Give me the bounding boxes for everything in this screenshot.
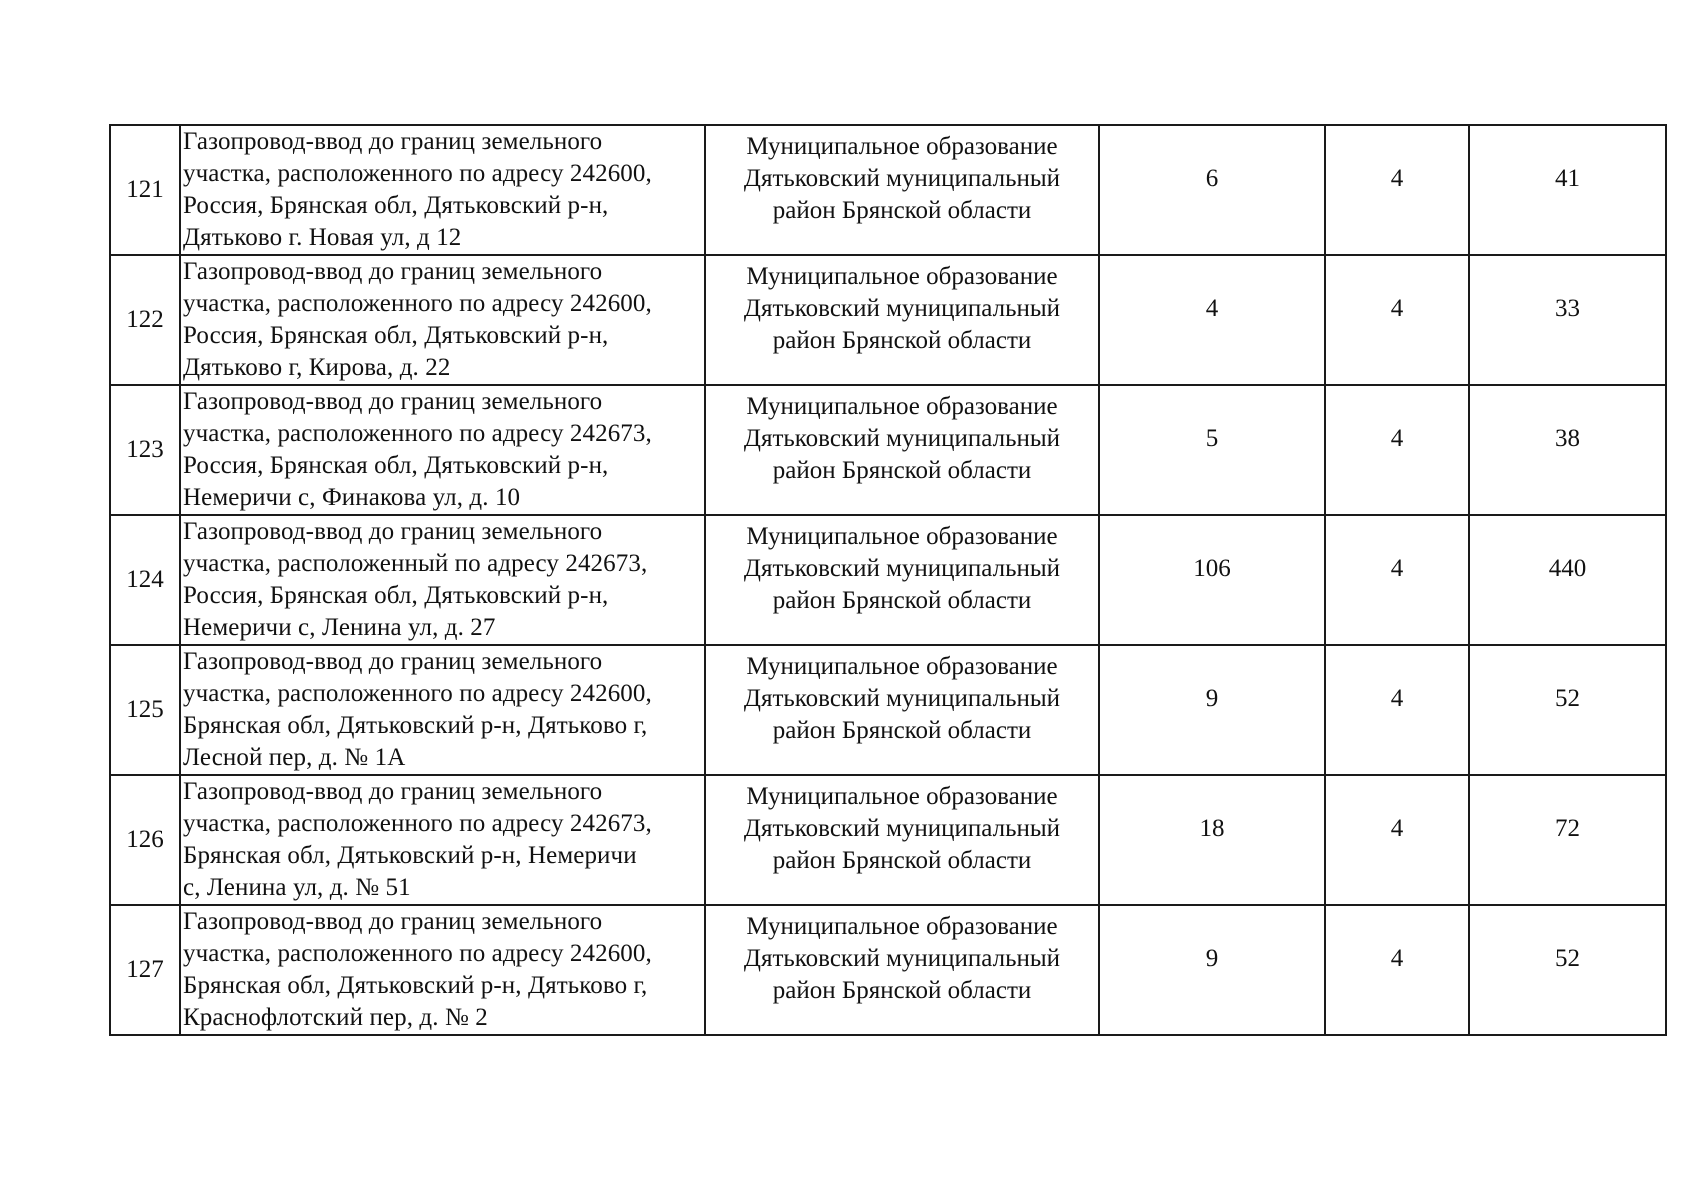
value-2-cell bbox=[1325, 385, 1469, 515]
value-1: 4 bbox=[1205, 295, 1219, 322]
registry-table bbox=[109, 124, 1667, 1036]
row-number: 124 bbox=[126, 566, 164, 593]
table-row bbox=[110, 775, 1666, 905]
value-3: 33 bbox=[1555, 295, 1580, 322]
table-row bbox=[110, 255, 1666, 385]
value-1: 18 bbox=[1199, 815, 1225, 842]
value-2-cell bbox=[1325, 125, 1469, 255]
row-number-cell bbox=[110, 255, 180, 385]
value-1-cell bbox=[1099, 125, 1325, 255]
row-number: 126 bbox=[126, 826, 164, 853]
owner-cell bbox=[705, 645, 1099, 775]
owner-cell bbox=[705, 905, 1099, 1035]
value-1: 9 bbox=[1205, 685, 1219, 712]
object-description: Газопровод-ввод до границ земельного участка, расположенного по адресу 242600, Россия, Брянская обл, Дятьковский р-н, Дятьково г. Новая ул, д 12 bbox=[183, 128, 652, 251]
value-3-cell bbox=[1469, 775, 1666, 905]
table-row bbox=[110, 125, 1666, 255]
value-3: 52 bbox=[1555, 685, 1580, 712]
value-2-cell bbox=[1325, 645, 1469, 775]
owner-cell bbox=[705, 255, 1099, 385]
row-number: 127 bbox=[126, 956, 164, 983]
value-1: 5 bbox=[1205, 425, 1219, 452]
value-2: 4 bbox=[1390, 945, 1404, 972]
value-1-cell bbox=[1099, 385, 1325, 515]
description-cell bbox=[180, 385, 705, 515]
value-3: 440 bbox=[1548, 555, 1587, 582]
owner-cell bbox=[705, 125, 1099, 255]
table-row bbox=[110, 385, 1666, 515]
description-cell bbox=[180, 645, 705, 775]
value-1: 9 bbox=[1205, 945, 1219, 972]
row-number: 122 bbox=[126, 306, 164, 333]
row-number-cell bbox=[110, 385, 180, 515]
owner-cell bbox=[705, 775, 1099, 905]
value-3-cell bbox=[1469, 385, 1666, 515]
value-1: 6 bbox=[1205, 165, 1219, 192]
object-description: Газопровод-ввод до границ земельного участка, расположенного по адресу 242673, Россия, Брянская обл, Дятьковский р-н, Немеричи с, Финакова ул, д. 10 bbox=[183, 388, 652, 511]
value-2: 4 bbox=[1390, 685, 1404, 712]
value-2: 4 bbox=[1390, 295, 1404, 322]
value-2-cell bbox=[1325, 255, 1469, 385]
table-row bbox=[110, 905, 1666, 1035]
object-description: Газопровод-ввод до границ земельного участка, расположенного по адресу 242673, Брянская обл, Дятьковский р-н, Немеричи с, Ленина ул, д. № 51 bbox=[183, 778, 652, 901]
value-3: 72 bbox=[1555, 815, 1580, 842]
row-number-cell bbox=[110, 125, 180, 255]
row-number: 121 bbox=[126, 176, 164, 203]
owner-name: Муниципальное образование Дятьковский муниципальный район Брянской области bbox=[743, 653, 1061, 744]
object-description: Газопровод-ввод до границ земельного участка, расположенный по адресу 242673, Россия, Брянская обл, Дятьковский р-н, Немеричи с, Ленина ул, д. 27 bbox=[183, 518, 648, 641]
description-cell bbox=[180, 775, 705, 905]
object-description: Газопровод-ввод до границ земельного участка, расположенного по адресу 242600, Брянская обл, Дятьковский р-н, Дятьково г, Краснофлотский пер, д. № 2 bbox=[183, 908, 652, 1031]
value-3-cell bbox=[1469, 645, 1666, 775]
value-3: 52 bbox=[1555, 945, 1580, 972]
owner-name: Муниципальное образование Дятьковский муниципальный район Брянской области bbox=[743, 133, 1061, 224]
value-2-cell bbox=[1325, 905, 1469, 1035]
object-description: Газопровод-ввод до границ земельного участка, расположенного по адресу 242600, Россия, Брянская обл, Дятьковский р-н, Дятьково г, Кирова, д. 22 bbox=[183, 258, 652, 381]
value-2: 4 bbox=[1390, 555, 1404, 582]
description-cell bbox=[180, 905, 705, 1035]
value-1: 106 bbox=[1193, 555, 1231, 582]
value-2-cell bbox=[1325, 515, 1469, 645]
owner-name: Муниципальное образование Дятьковский муниципальный район Брянской области bbox=[743, 783, 1061, 874]
table-row bbox=[110, 515, 1666, 645]
owner-name: Муниципальное образование Дятьковский муниципальный район Брянской области bbox=[743, 913, 1061, 1004]
value-3-cell bbox=[1469, 905, 1666, 1035]
owner-name: Муниципальное образование Дятьковский муниципальный район Брянской области bbox=[743, 263, 1061, 354]
value-3: 38 bbox=[1555, 425, 1580, 452]
description-cell bbox=[180, 125, 705, 255]
value-1-cell bbox=[1099, 515, 1325, 645]
row-number-cell bbox=[110, 905, 180, 1035]
table-row bbox=[110, 645, 1666, 775]
value-3-cell bbox=[1469, 515, 1666, 645]
description-cell bbox=[180, 515, 705, 645]
row-number: 123 bbox=[126, 436, 164, 463]
value-1-cell bbox=[1099, 255, 1325, 385]
owner-name: Муниципальное образование Дятьковский муниципальный район Брянской области bbox=[743, 523, 1061, 614]
value-2: 4 bbox=[1390, 425, 1404, 452]
value-3-cell bbox=[1469, 125, 1666, 255]
description-cell bbox=[180, 255, 705, 385]
row-number-cell bbox=[110, 775, 180, 905]
owner-name: Муниципальное образование Дятьковский муниципальный район Брянской области bbox=[743, 393, 1061, 484]
value-3-cell bbox=[1469, 255, 1666, 385]
owner-cell bbox=[705, 385, 1099, 515]
value-3: 41 bbox=[1555, 165, 1580, 192]
value-1-cell bbox=[1099, 775, 1325, 905]
value-2-cell bbox=[1325, 775, 1469, 905]
row-number: 125 bbox=[126, 696, 164, 723]
value-1-cell bbox=[1099, 905, 1325, 1035]
row-number-cell bbox=[110, 645, 180, 775]
value-2: 4 bbox=[1390, 165, 1404, 192]
value-2: 4 bbox=[1390, 815, 1404, 842]
object-description: Газопровод-ввод до границ земельного участка, расположенного по адресу 242600, Брянская обл, Дятьковский р-н, Дятьково г, Лесной пер, д. № 1А bbox=[183, 648, 652, 771]
owner-cell bbox=[705, 515, 1099, 645]
row-number-cell bbox=[110, 515, 180, 645]
value-1-cell bbox=[1099, 645, 1325, 775]
